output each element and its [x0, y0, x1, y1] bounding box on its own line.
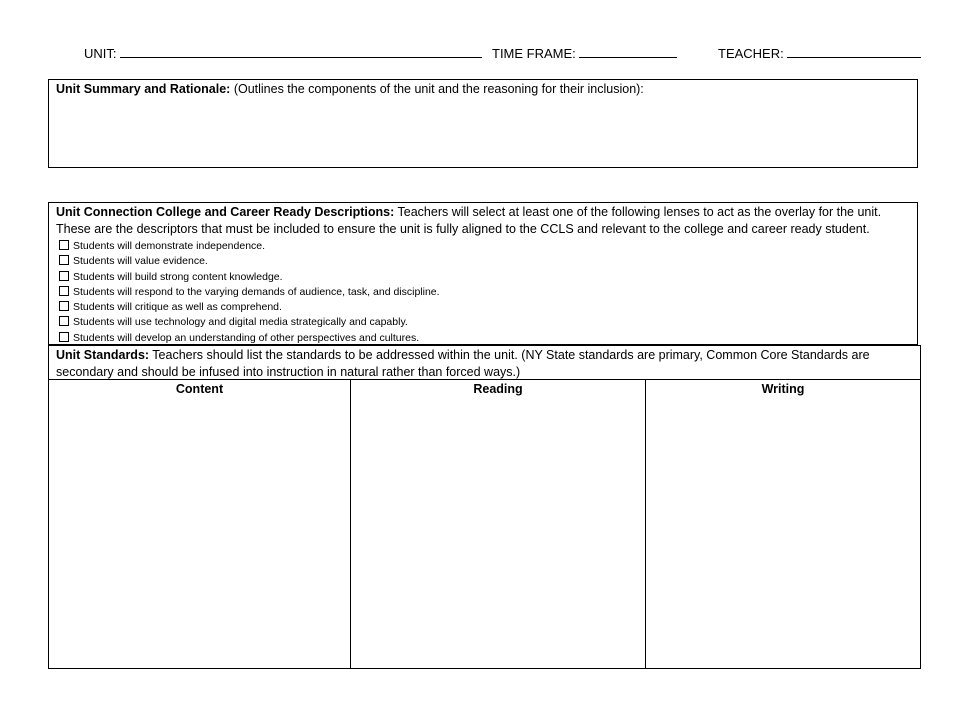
checkbox-icon[interactable] — [59, 271, 69, 281]
ccr-lens-item[interactable] — [59, 285, 910, 300]
checkbox-icon[interactable] — [59, 240, 69, 250]
ccr-lens-label: Students will respond to the varying demands of audience, task, and discipline. — [73, 285, 440, 298]
ccr-heading — [56, 204, 910, 238]
unit-summary-title: Unit Summary and Rationale: — [56, 82, 231, 96]
checkbox-icon[interactable] — [59, 255, 69, 265]
ccr-lens-item[interactable] — [59, 300, 910, 315]
teacher-label: TEACHER: — [718, 46, 784, 61]
unit-label: UNIT: — [84, 46, 117, 61]
unit-field[interactable] — [84, 44, 482, 64]
writing-column-header: Writing — [761, 382, 805, 396]
ccr-lens-label: Students will demonstrate independence. — [73, 240, 266, 252]
ccr-lens-list — [56, 239, 910, 345]
ccr-lens-label: Students will critique as well as comprehend. — [73, 301, 282, 314]
unit-standards-description: Teachers should list the standards to be addressed within the unit. (NY State standards are primary, Common Core Standards are secondary and should be infused into instruction in natural rather than forced ways.) — [56, 348, 870, 379]
unit-summary-box[interactable] — [48, 79, 918, 168]
ccr-lens-label: Students will use technology and digital media strategically and capably. — [73, 316, 408, 329]
ccr-lens-label: Students will value evidence. — [73, 255, 208, 268]
ccr-lens-item[interactable] — [59, 239, 910, 254]
ccr-lens-label: Students will develop an understanding of other perspectives and cultures. — [73, 331, 420, 344]
ccr-lens-label: Students will build strong content knowledge. — [73, 270, 283, 283]
unit-summary-description: (Outlines the components of the unit and the reasoning for their inclusion): — [230, 82, 644, 96]
unit-blank-line[interactable] — [120, 44, 482, 58]
reading-column-header: Reading — [473, 382, 523, 396]
time-frame-field[interactable] — [492, 44, 677, 64]
checkbox-icon[interactable] — [59, 332, 69, 342]
teacher-blank-line[interactable] — [787, 44, 921, 58]
teacher-field[interactable] — [718, 44, 921, 64]
writing-column[interactable] — [645, 380, 920, 668]
standards-table — [48, 379, 921, 669]
ccr-lens-item[interactable] — [59, 315, 910, 330]
checkbox-icon[interactable] — [59, 301, 69, 311]
ccr-lens-item[interactable] — [59, 270, 910, 285]
content-column-header: Content — [175, 382, 224, 396]
ccr-lens-item[interactable] — [59, 331, 910, 345]
college-career-ready-box — [48, 202, 918, 345]
unit-standards-title: Unit Standards: — [56, 348, 150, 362]
unit-standards-box — [48, 345, 921, 380]
ccr-description: Teachers will select at least one of the following lenses to act as the overlay for the unit. These are the descriptors that must be included to ensure the unit is fully aligned to the CCLS and relevant to the college and career ready student. — [56, 205, 882, 236]
ccr-title: Unit Connection College and Career Ready Descriptions: — [56, 205, 395, 219]
reading-column[interactable] — [350, 380, 645, 668]
checkbox-icon[interactable] — [59, 316, 69, 326]
time-frame-blank-line[interactable] — [579, 44, 677, 58]
time-frame-label: TIME FRAME: — [492, 46, 576, 61]
content-column[interactable] — [49, 380, 350, 668]
checkbox-icon[interactable] — [59, 286, 69, 296]
ccr-lens-item[interactable] — [59, 254, 910, 269]
